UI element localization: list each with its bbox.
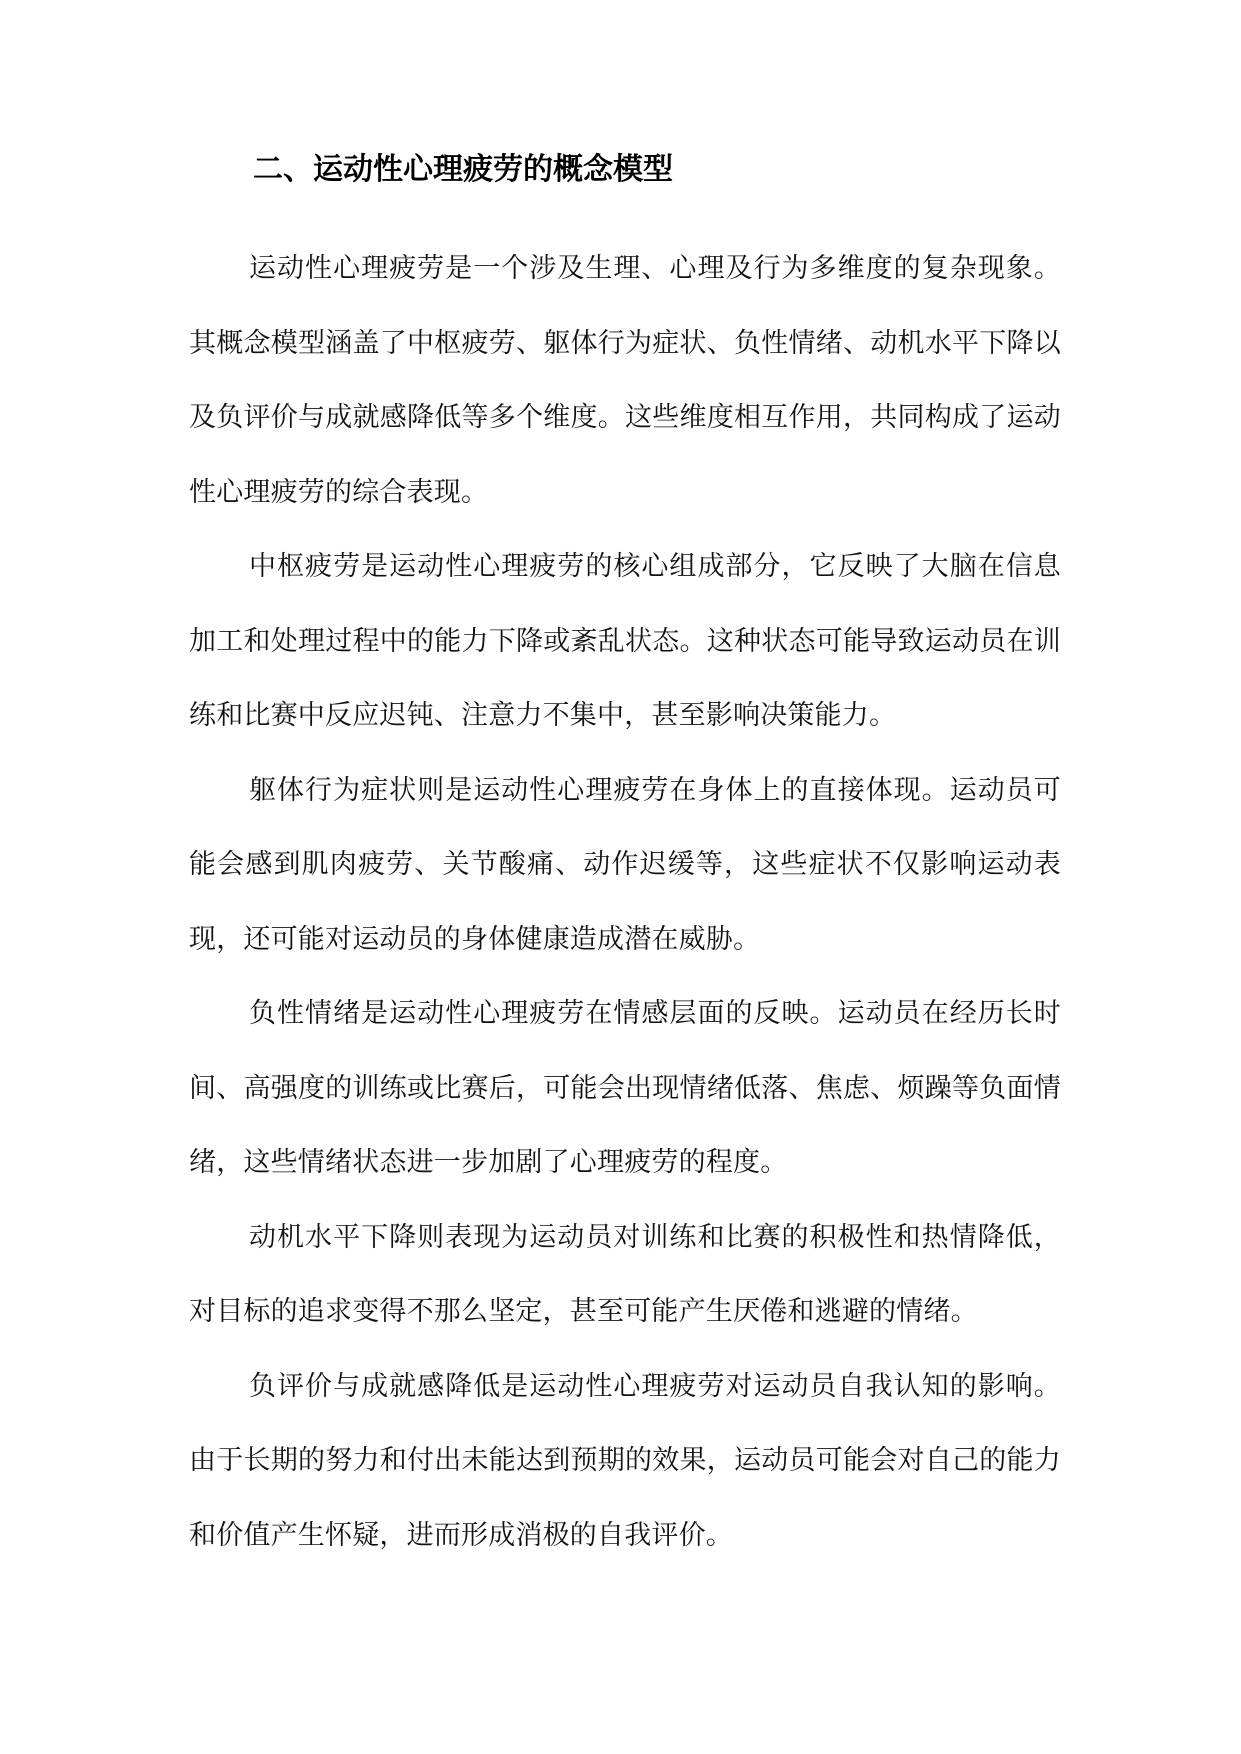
paragraph-overview: 运动性心理疲劳是一个涉及生理、心理及行为多维度的复杂现象。其概念模型涵盖了中枢疲劳、躯体行为症状、负性情绪、动机水平下降以及负评价与成就感降低等多个维度。这些维度相互作用，共同构成了运动性心理疲劳的综合表现。: [189, 253, 1061, 508]
paragraph-motivation-decline: 动机水平下降则表现为运动员对训练和比赛的积极性和热情降低，对目标的追求变得不那么坚定，甚至可能产生厌倦和逃避的情绪。: [189, 1221, 1061, 1327]
paragraph-central-fatigue: 中枢疲劳是运动性心理疲劳的核心组成部分，它反映了大脑在信息加工和处理过程中的能力下降或紊乱状态。这种状态可能导致运动员在训练和比赛中反应迟钝、注意力不集中，甚至影响决策能力。: [189, 551, 1061, 731]
body-text: [189, 232, 1061, 1573]
paragraph-somatic-symptoms: 躯体行为症状则是运动性心理疲劳在身体上的直接体现。运动员可能会感到肌肉疲劳、关节酸痛、动作迟缓等，这些症状不仅影响运动表现，还可能对运动员的身体健康造成潜在威胁。: [189, 774, 1061, 955]
paragraph-negative-evaluation: 负评价与成就感降低是运动性心理疲劳对运动员自我认知的影响。由于长期的努力和付出未能达到预期的效果，运动员可能会对自己的能力和价值产生怀疑，进而形成消极的自我评价。: [189, 1370, 1061, 1551]
paragraph-negative-emotion: 负性情绪是运动性心理疲劳在情感层面的反映。运动员在经历长时间、高强度的训练或比赛后，可能会出现情绪低落、焦虑、烦躁等负面情绪，这些情绪状态进一步加剧了心理疲劳的程度。: [189, 998, 1061, 1178]
section-title: 二、运动性心理疲劳的概念模型: [253, 152, 673, 187]
